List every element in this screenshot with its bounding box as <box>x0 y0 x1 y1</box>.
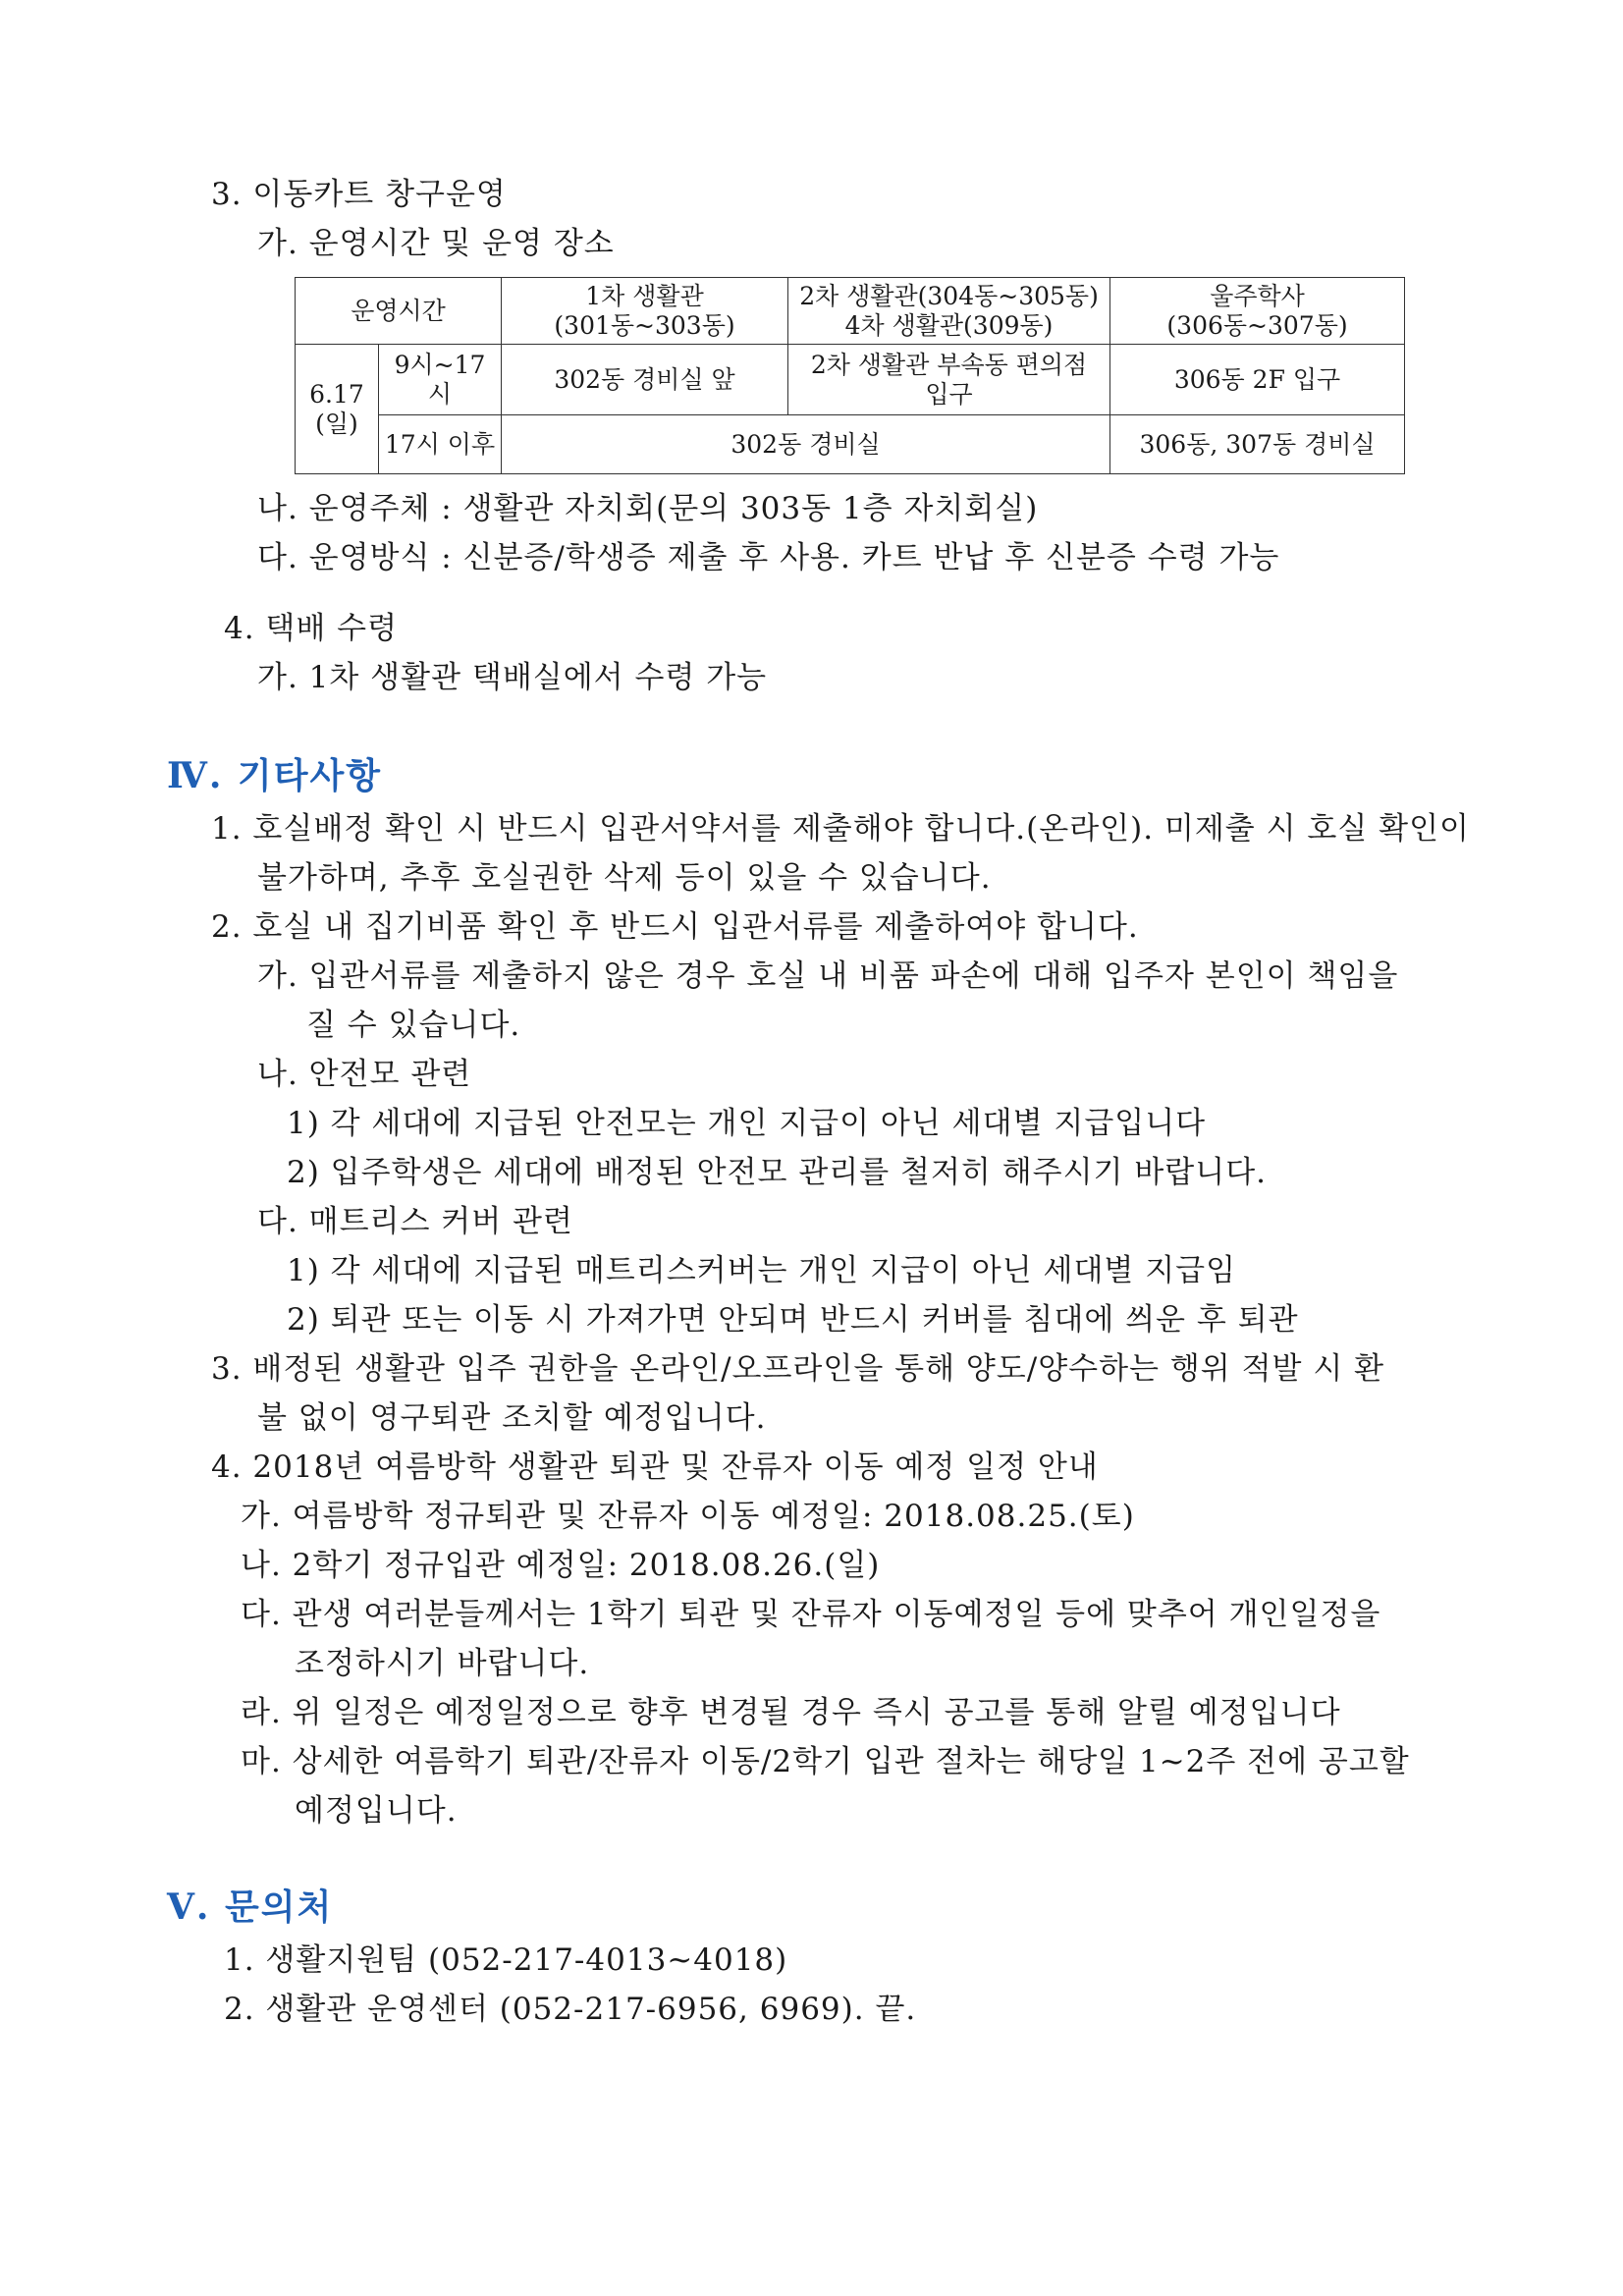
table-row2-time: 17시 이후 <box>379 415 502 474</box>
etc-item2-da-1: 1) 각 세대에 지급된 매트리스커버는 개인 지급이 아닌 세대별 지급임 <box>287 1253 1237 1288</box>
etc-item4-ra: 라. 위 일정은 예정일정으로 향후 변경될 경우 즉시 공고를 통해 알릴 예정입니다 <box>241 1695 1341 1730</box>
table-row1-time: 9시~17시 <box>379 345 502 415</box>
table-row <box>296 345 1405 415</box>
etc-item4-ma-line2: 예정입니다. <box>295 1793 458 1829</box>
table-header-col3: 울주학사 (306동~307동) <box>1110 278 1405 345</box>
etc-item2-na-1: 1) 각 세대에 지급된 안전모는 개인 지급이 아닌 세대별 지급입니다 <box>287 1106 1207 1141</box>
section3-title: 3. 이동카트 창구운영 <box>211 177 507 212</box>
table-date-cell: 6.17 (일) <box>296 345 379 474</box>
heading-contact: Ⅴ. 문의처 <box>167 1886 334 1928</box>
section4-sub-ga: 가. 1차 생활관 택배실에서 수령 가능 <box>257 660 768 695</box>
etc-item3-line1: 3. 배정된 생활관 입주 권한을 온라인/오프라인을 통해 양도/양수하는 행위 적발 시 환 <box>211 1351 1385 1387</box>
etc-item4: 4. 2018년 여름방학 생활관 퇴관 및 잔류자 이동 예정 일정 안내 <box>211 1449 1099 1485</box>
table-row1-col3: 306동 2F 입구 <box>1110 345 1405 415</box>
section4-title: 4. 택배 수령 <box>224 611 399 646</box>
section3-sub-da: 다. 운영방식 : 신분증/학생증 제출 후 사용. 카트 반납 후 신분증 수령 가능 <box>257 540 1280 575</box>
heading-etc: Ⅳ. 기타사항 <box>167 755 383 796</box>
etc-item2-na-2: 2) 입주학생은 세대에 배정된 안전모 관리를 철저히 해주시기 바랍니다. <box>287 1155 1267 1190</box>
etc-item2-da-2: 2) 퇴관 또는 이동 시 가져가면 안되며 반드시 커버를 침대에 씌운 후 퇴관 <box>287 1302 1299 1338</box>
table-row <box>296 415 1405 474</box>
table-row1-col2: 2차 생활관 부속동 편의점 입구 <box>788 345 1110 415</box>
table-header-col1: 1차 생활관 (301동~303동) <box>502 278 788 345</box>
etc-item4-ga: 가. 여름방학 정규퇴관 및 잔류자 이동 예정일: 2018.08.25.(토) <box>241 1499 1135 1534</box>
etc-item2-ga-line2: 질 수 있습니다. <box>306 1008 521 1043</box>
etc-item2: 2. 호실 내 집기비품 확인 후 반드시 입관서류를 제출하여야 합니다. <box>211 909 1139 945</box>
etc-item1-line1: 1. 호실배정 확인 시 반드시 입관서약서를 제출해야 합니다.(온라인). 미제출 시 호실 확인이 <box>211 811 1470 847</box>
etc-item4-da-line1: 다. 관생 여러분들께서는 1학기 퇴관 및 잔류자 이동예정일 등에 맞추어 개인일정을 <box>241 1597 1381 1632</box>
etc-item3-line2: 불 없이 영구퇴관 조치할 예정입니다. <box>257 1400 767 1436</box>
table-row2-col3: 306동, 307동 경비실 <box>1110 415 1405 474</box>
contact-item1: 1. 생활지원팀 (052-217-4013~4018) <box>224 1942 788 1978</box>
section3-sub-na: 나. 운영주체 : 생활관 자치회(문의 303동 1층 자치회실) <box>257 491 1039 526</box>
etc-item4-na: 나. 2학기 정규입관 예정일: 2018.08.26.(일) <box>241 1548 881 1583</box>
table-row2-col12: 302동 경비실 <box>502 415 1110 474</box>
etc-item2-ga-line1: 가. 입관서류를 제출하지 않은 경우 호실 내 비품 파손에 대해 입주자 본인이 책임을 <box>257 958 1399 994</box>
etc-item4-ma-line1: 마. 상세한 여름학기 퇴관/잔류자 이동/2학기 입관 절차는 해당일 1~2주 전에 공고할 <box>241 1744 1410 1779</box>
table-header-time: 운영시간 <box>296 278 502 345</box>
contact-item2: 2. 생활관 운영센터 (052-217-6956, 6969). 끝. <box>224 1992 917 2027</box>
etc-item1-line2: 불가하며, 추후 호실권한 삭제 등이 있을 수 있습니다. <box>257 860 992 896</box>
etc-item2-na: 나. 안전모 관련 <box>257 1057 472 1092</box>
section3-sub-ga: 가. 운영시간 및 운영 장소 <box>257 226 615 261</box>
table-row1-col1: 302동 경비실 앞 <box>502 345 788 415</box>
table-header-row <box>296 278 1405 345</box>
etc-item4-da-line2: 조정하시기 바랍니다. <box>295 1646 590 1681</box>
etc-item2-da: 다. 매트리스 커버 관련 <box>257 1204 573 1239</box>
operation-table <box>295 277 1405 474</box>
table-header-col2: 2차 생활관(304동~305동) 4차 생활관(309동) <box>788 278 1110 345</box>
